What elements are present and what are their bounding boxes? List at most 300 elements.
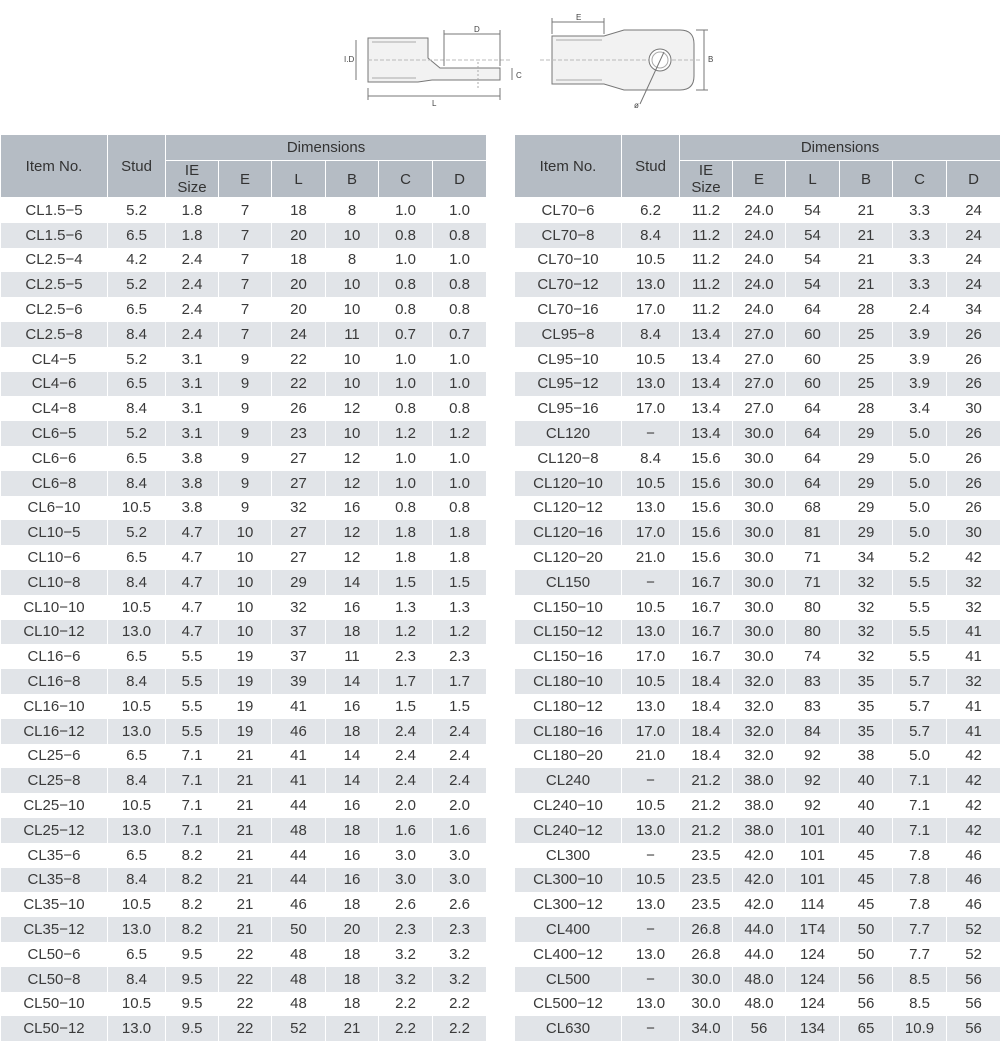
cell-item-no: CL70−10 <box>515 248 622 273</box>
cell-item-no: CL240−12 <box>515 818 622 843</box>
cell-ie-size: 2.4 <box>166 248 219 273</box>
cell-item-no: CL35−12 <box>1 917 108 942</box>
cell-ie-size: 3.8 <box>166 496 219 521</box>
cell-b: 45 <box>840 843 893 868</box>
cell-b: 38 <box>840 744 893 769</box>
cell-stud: 8.4 <box>108 669 166 694</box>
cell-l: 84 <box>786 719 840 744</box>
cell-b: 32 <box>840 620 893 645</box>
cell-b: 56 <box>840 992 893 1017</box>
table-row <box>1 446 487 471</box>
cell-d: 1.3 <box>433 595 487 620</box>
cell-d: 52 <box>947 942 1000 967</box>
cell-b: 29 <box>840 421 893 446</box>
table-row <box>1 669 487 694</box>
cell-e: 30.0 <box>733 620 786 645</box>
cell-c: 1.8 <box>379 545 433 570</box>
cell-stud: 8.4 <box>108 768 166 793</box>
cell-ie-size: 9.5 <box>166 992 219 1017</box>
cell-c: 5.5 <box>893 644 947 669</box>
cell-d: 1.0 <box>433 471 487 496</box>
table-row <box>515 744 1000 769</box>
cell-l: 48 <box>272 967 326 992</box>
cell-ie-size: 30.0 <box>680 967 733 992</box>
cell-l: 27 <box>272 446 326 471</box>
table-row <box>515 719 1000 744</box>
cell-c: 2.4 <box>379 768 433 793</box>
header-stud: Stud <box>108 135 166 198</box>
cell-d: 0.8 <box>433 297 487 322</box>
cell-stud: 10.5 <box>622 793 680 818</box>
cell-e: 9 <box>219 347 272 372</box>
table-row <box>515 694 1000 719</box>
cell-ie-size: 11.2 <box>680 198 733 223</box>
cell-item-no: CL25−6 <box>1 744 108 769</box>
cell-c: 5.0 <box>893 446 947 471</box>
cell-ie-size: 26.8 <box>680 942 733 967</box>
cell-stud: 13.0 <box>622 892 680 917</box>
cell-ie-size: 16.7 <box>680 620 733 645</box>
cell-stud: 17.0 <box>622 644 680 669</box>
cell-b: 45 <box>840 892 893 917</box>
table-row <box>515 223 1000 248</box>
header-item-no: Item No. <box>515 135 622 198</box>
cell-b: 10 <box>326 421 379 446</box>
cell-ie-size: 9.5 <box>166 967 219 992</box>
cell-l: 64 <box>786 396 840 421</box>
cell-ie-size: 13.4 <box>680 396 733 421</box>
cell-d: 26 <box>947 496 1000 521</box>
header-l: L <box>786 161 840 198</box>
cell-l: 80 <box>786 595 840 620</box>
cell-item-no: CL2.5−5 <box>1 272 108 297</box>
cell-e: 10 <box>219 570 272 595</box>
cell-ie-size: 5.5 <box>166 719 219 744</box>
cell-c: 1.5 <box>379 570 433 595</box>
table-row <box>1 248 487 273</box>
cell-stud: − <box>622 570 680 595</box>
cell-stud: 10.5 <box>108 992 166 1017</box>
cell-ie-size: 2.4 <box>166 322 219 347</box>
cell-c: 5.0 <box>893 496 947 521</box>
cell-stud: 17.0 <box>622 396 680 421</box>
cell-stud: 13.0 <box>108 818 166 843</box>
table-row <box>1 744 487 769</box>
label-L: L <box>432 99 437 108</box>
cell-l: 101 <box>786 843 840 868</box>
cell-d: 1.0 <box>433 347 487 372</box>
cell-b: 8 <box>326 198 379 223</box>
cell-l: 27 <box>272 545 326 570</box>
cell-c: 1.8 <box>379 520 433 545</box>
cell-d: 2.6 <box>433 892 487 917</box>
table-row <box>515 496 1000 521</box>
cell-ie-size: 21.2 <box>680 768 733 793</box>
cell-b: 25 <box>840 347 893 372</box>
table-row <box>515 892 1000 917</box>
header-dimensions: Dimensions <box>166 135 487 161</box>
table-row <box>1 198 487 223</box>
cell-c: 2.2 <box>379 992 433 1017</box>
cell-d: 41 <box>947 694 1000 719</box>
cell-ie-size: 21.2 <box>680 818 733 843</box>
cell-e: 27.0 <box>733 322 786 347</box>
cell-stud: 8.4 <box>108 570 166 595</box>
cell-c: 3.0 <box>379 843 433 868</box>
cell-l: 92 <box>786 768 840 793</box>
cell-item-no: CL150−10 <box>515 595 622 620</box>
cell-d: 30 <box>947 396 1000 421</box>
cell-b: 25 <box>840 322 893 347</box>
cell-c: 1.2 <box>379 421 433 446</box>
cell-c: 5.0 <box>893 744 947 769</box>
cell-e: 19 <box>219 719 272 744</box>
table-row <box>515 272 1000 297</box>
cell-l: 92 <box>786 744 840 769</box>
cell-l: 48 <box>272 942 326 967</box>
table-row <box>515 570 1000 595</box>
cell-l: 27 <box>272 520 326 545</box>
cell-e: 38.0 <box>733 818 786 843</box>
cell-ie-size: 8.2 <box>166 892 219 917</box>
header-c: C <box>379 161 433 198</box>
table-row <box>515 595 1000 620</box>
cell-b: 35 <box>840 694 893 719</box>
cell-c: 0.8 <box>379 396 433 421</box>
cell-c: 5.0 <box>893 471 947 496</box>
cell-b: 45 <box>840 868 893 893</box>
cell-b: 29 <box>840 471 893 496</box>
cell-item-no: CL35−10 <box>1 892 108 917</box>
cell-e: 42.0 <box>733 868 786 893</box>
cell-c: 2.0 <box>379 793 433 818</box>
cell-stud: − <box>622 1016 680 1041</box>
cell-stud: 21.0 <box>622 744 680 769</box>
cell-d: 1.2 <box>433 421 487 446</box>
cell-b: 32 <box>840 644 893 669</box>
cell-d: 46 <box>947 868 1000 893</box>
cell-item-no: CL25−12 <box>1 818 108 843</box>
cell-item-no: CL400 <box>515 917 622 942</box>
cell-e: 30.0 <box>733 446 786 471</box>
cell-l: 20 <box>272 223 326 248</box>
cell-c: 1.0 <box>379 372 433 397</box>
cell-item-no: CL50−6 <box>1 942 108 967</box>
cell-d: 46 <box>947 892 1000 917</box>
cell-l: 114 <box>786 892 840 917</box>
cell-ie-size: 18.4 <box>680 719 733 744</box>
cell-stud: 13.0 <box>108 719 166 744</box>
cell-stud: 13.0 <box>622 496 680 521</box>
table-row <box>1 496 487 521</box>
cell-item-no: CL180−12 <box>515 694 622 719</box>
table-row <box>1 967 487 992</box>
cell-e: 21 <box>219 917 272 942</box>
cell-d: 1.5 <box>433 570 487 595</box>
cell-item-no: CL120−10 <box>515 471 622 496</box>
cell-e: 21 <box>219 868 272 893</box>
label-D: D <box>474 25 480 34</box>
cell-b: 16 <box>326 595 379 620</box>
cell-stud: − <box>622 917 680 942</box>
cell-stud: 13.0 <box>108 917 166 942</box>
cell-l: 22 <box>272 347 326 372</box>
table-row <box>1 620 487 645</box>
left-spec-table <box>0 134 487 1041</box>
cell-stud: 17.0 <box>622 719 680 744</box>
cell-l: 64 <box>786 446 840 471</box>
cell-c: 7.1 <box>893 793 947 818</box>
cell-item-no: CL10−12 <box>1 620 108 645</box>
cell-ie-size: 7.1 <box>166 744 219 769</box>
cell-e: 24.0 <box>733 248 786 273</box>
cell-d: 1.8 <box>433 520 487 545</box>
cell-l: 39 <box>272 669 326 694</box>
cell-e: 30.0 <box>733 496 786 521</box>
cell-e: 22 <box>219 992 272 1017</box>
cell-b: 40 <box>840 793 893 818</box>
cell-stud: 10.5 <box>622 471 680 496</box>
table-row <box>515 868 1000 893</box>
cell-stud: 21.0 <box>622 545 680 570</box>
cell-stud: − <box>622 967 680 992</box>
cell-e: 10 <box>219 620 272 645</box>
cell-item-no: CL25−10 <box>1 793 108 818</box>
cell-e: 7 <box>219 248 272 273</box>
cell-l: 44 <box>272 868 326 893</box>
cell-item-no: CL500 <box>515 967 622 992</box>
cell-l: 52 <box>272 1016 326 1041</box>
cell-d: 0.8 <box>433 223 487 248</box>
cell-l: 54 <box>786 272 840 297</box>
cell-item-no: CL50−10 <box>1 992 108 1017</box>
cell-stud: − <box>622 421 680 446</box>
cell-stud: 6.5 <box>108 297 166 322</box>
cell-c: 2.3 <box>379 917 433 942</box>
cell-c: 1.2 <box>379 620 433 645</box>
cell-ie-size: 8.2 <box>166 917 219 942</box>
cell-c: 2.2 <box>379 1016 433 1041</box>
cell-d: 41 <box>947 620 1000 645</box>
table-row <box>1 545 487 570</box>
cell-ie-size: 26.8 <box>680 917 733 942</box>
cell-stud: 5.2 <box>108 421 166 446</box>
header-stud: Stud <box>622 135 680 198</box>
cell-item-no: CL70−8 <box>515 223 622 248</box>
cell-d: 26 <box>947 421 1000 446</box>
table-row <box>1 694 487 719</box>
cell-b: 14 <box>326 570 379 595</box>
cell-item-no: CL10−5 <box>1 520 108 545</box>
cell-stud: 17.0 <box>622 520 680 545</box>
cell-e: 9 <box>219 471 272 496</box>
cell-stud: 5.2 <box>108 198 166 223</box>
cell-d: 41 <box>947 719 1000 744</box>
cell-c: 7.8 <box>893 843 947 868</box>
cell-ie-size: 9.5 <box>166 1016 219 1041</box>
cell-item-no: CL400−12 <box>515 942 622 967</box>
cell-b: 18 <box>326 942 379 967</box>
cell-e: 30.0 <box>733 421 786 446</box>
cell-c: 1.0 <box>379 198 433 223</box>
cell-b: 32 <box>840 570 893 595</box>
cell-l: 101 <box>786 868 840 893</box>
cell-e: 9 <box>219 421 272 446</box>
cell-l: 32 <box>272 595 326 620</box>
cell-ie-size: 18.4 <box>680 669 733 694</box>
cell-b: 29 <box>840 496 893 521</box>
cell-ie-size: 5.5 <box>166 694 219 719</box>
cell-stud: 13.0 <box>622 694 680 719</box>
cell-stud: 6.5 <box>108 446 166 471</box>
cell-l: 1T4 <box>786 917 840 942</box>
cell-stud: 5.2 <box>108 272 166 297</box>
cell-d: 24 <box>947 223 1000 248</box>
cell-l: 74 <box>786 644 840 669</box>
cell-l: 80 <box>786 620 840 645</box>
label-ID: I.D <box>344 55 355 64</box>
cell-stud: 8.4 <box>108 868 166 893</box>
cell-c: 2.6 <box>379 892 433 917</box>
cell-c: 1.3 <box>379 595 433 620</box>
cell-b: 28 <box>840 396 893 421</box>
cell-e: 7 <box>219 272 272 297</box>
cell-l: 27 <box>272 471 326 496</box>
cell-ie-size: 21.2 <box>680 793 733 818</box>
cell-ie-size: 9.5 <box>166 942 219 967</box>
cell-item-no: CL150 <box>515 570 622 595</box>
cell-e: 38.0 <box>733 768 786 793</box>
cell-l: 37 <box>272 644 326 669</box>
cell-item-no: CL120−12 <box>515 496 622 521</box>
cell-item-no: CL95−10 <box>515 347 622 372</box>
cell-l: 64 <box>786 421 840 446</box>
cell-l: 124 <box>786 967 840 992</box>
header-ie-size <box>680 161 733 198</box>
cell-stud: 6.2 <box>622 198 680 223</box>
cell-c: 3.3 <box>893 272 947 297</box>
cell-item-no: CL180−20 <box>515 744 622 769</box>
cell-c: 0.8 <box>379 272 433 297</box>
cell-d: 1.8 <box>433 545 487 570</box>
cell-item-no: CL70−12 <box>515 272 622 297</box>
cell-l: 71 <box>786 570 840 595</box>
table-row <box>1 595 487 620</box>
cell-ie-size: 11.2 <box>680 272 733 297</box>
table-row <box>515 793 1000 818</box>
cell-b: 14 <box>326 669 379 694</box>
cell-item-no: CL180−10 <box>515 669 622 694</box>
cell-e: 42.0 <box>733 892 786 917</box>
cell-c: 7.7 <box>893 942 947 967</box>
cell-ie-size: 3.1 <box>166 372 219 397</box>
cell-e: 19 <box>219 644 272 669</box>
cell-l: 44 <box>272 793 326 818</box>
cell-d: 42 <box>947 768 1000 793</box>
cell-item-no: CL6−8 <box>1 471 108 496</box>
cell-l: 124 <box>786 942 840 967</box>
cell-d: 3.2 <box>433 967 487 992</box>
label-E: E <box>576 13 582 22</box>
cell-d: 2.2 <box>433 992 487 1017</box>
table-row <box>515 372 1000 397</box>
cell-d: 1.5 <box>433 694 487 719</box>
cell-ie-size: 16.7 <box>680 570 733 595</box>
cell-b: 11 <box>326 322 379 347</box>
cell-l: 41 <box>272 694 326 719</box>
cell-ie-size: 23.5 <box>680 892 733 917</box>
cell-l: 32 <box>272 496 326 521</box>
cell-l: 23 <box>272 421 326 446</box>
cell-ie-size: 3.8 <box>166 446 219 471</box>
table-row <box>515 768 1000 793</box>
cell-b: 14 <box>326 768 379 793</box>
cell-l: 29 <box>272 570 326 595</box>
header-ie-size <box>166 161 219 198</box>
cell-l: 54 <box>786 248 840 273</box>
cell-c: 8.5 <box>893 967 947 992</box>
cell-d: 24 <box>947 272 1000 297</box>
cell-stud: 8.4 <box>108 471 166 496</box>
cell-item-no: CL70−16 <box>515 297 622 322</box>
cell-l: 134 <box>786 1016 840 1041</box>
cell-c: 5.5 <box>893 595 947 620</box>
table-row <box>1 272 487 297</box>
cell-stud: 5.2 <box>108 347 166 372</box>
cell-l: 64 <box>786 297 840 322</box>
cell-item-no: CL35−6 <box>1 843 108 868</box>
cell-stud: 8.4 <box>108 322 166 347</box>
cell-c: 0.8 <box>379 297 433 322</box>
cell-item-no: CL120−16 <box>515 520 622 545</box>
cell-c: 7.7 <box>893 917 947 942</box>
cell-l: 44 <box>272 843 326 868</box>
cell-e: 24.0 <box>733 223 786 248</box>
cell-e: 7 <box>219 198 272 223</box>
cell-item-no: CL2.5−8 <box>1 322 108 347</box>
cell-l: 81 <box>786 520 840 545</box>
cell-c: 3.3 <box>893 223 947 248</box>
header-d: D <box>947 161 1000 198</box>
cell-d: 32 <box>947 669 1000 694</box>
cell-stud: 5.2 <box>108 520 166 545</box>
table-row <box>515 620 1000 645</box>
cell-ie-size: 3.1 <box>166 421 219 446</box>
cell-c: 10.9 <box>893 1016 947 1041</box>
side-view-drawing <box>356 30 512 100</box>
cell-c: 1.5 <box>379 694 433 719</box>
cell-d: 2.4 <box>433 744 487 769</box>
header-e: E <box>733 161 786 198</box>
cell-stud: 13.0 <box>622 942 680 967</box>
cell-item-no: CL6−6 <box>1 446 108 471</box>
cell-e: 21 <box>219 768 272 793</box>
cell-item-no: CL120−8 <box>515 446 622 471</box>
cell-e: 7 <box>219 322 272 347</box>
cell-l: 124 <box>786 992 840 1017</box>
cell-e: 19 <box>219 694 272 719</box>
cell-b: 28 <box>840 297 893 322</box>
cell-d: 26 <box>947 471 1000 496</box>
cell-item-no: CL630 <box>515 1016 622 1041</box>
table-row <box>515 347 1000 372</box>
cell-ie-size: 8.2 <box>166 843 219 868</box>
cell-ie-size: 5.5 <box>166 644 219 669</box>
cell-item-no: CL240 <box>515 768 622 793</box>
cell-e: 32.0 <box>733 669 786 694</box>
header-c: C <box>893 161 947 198</box>
cell-e: 42.0 <box>733 843 786 868</box>
